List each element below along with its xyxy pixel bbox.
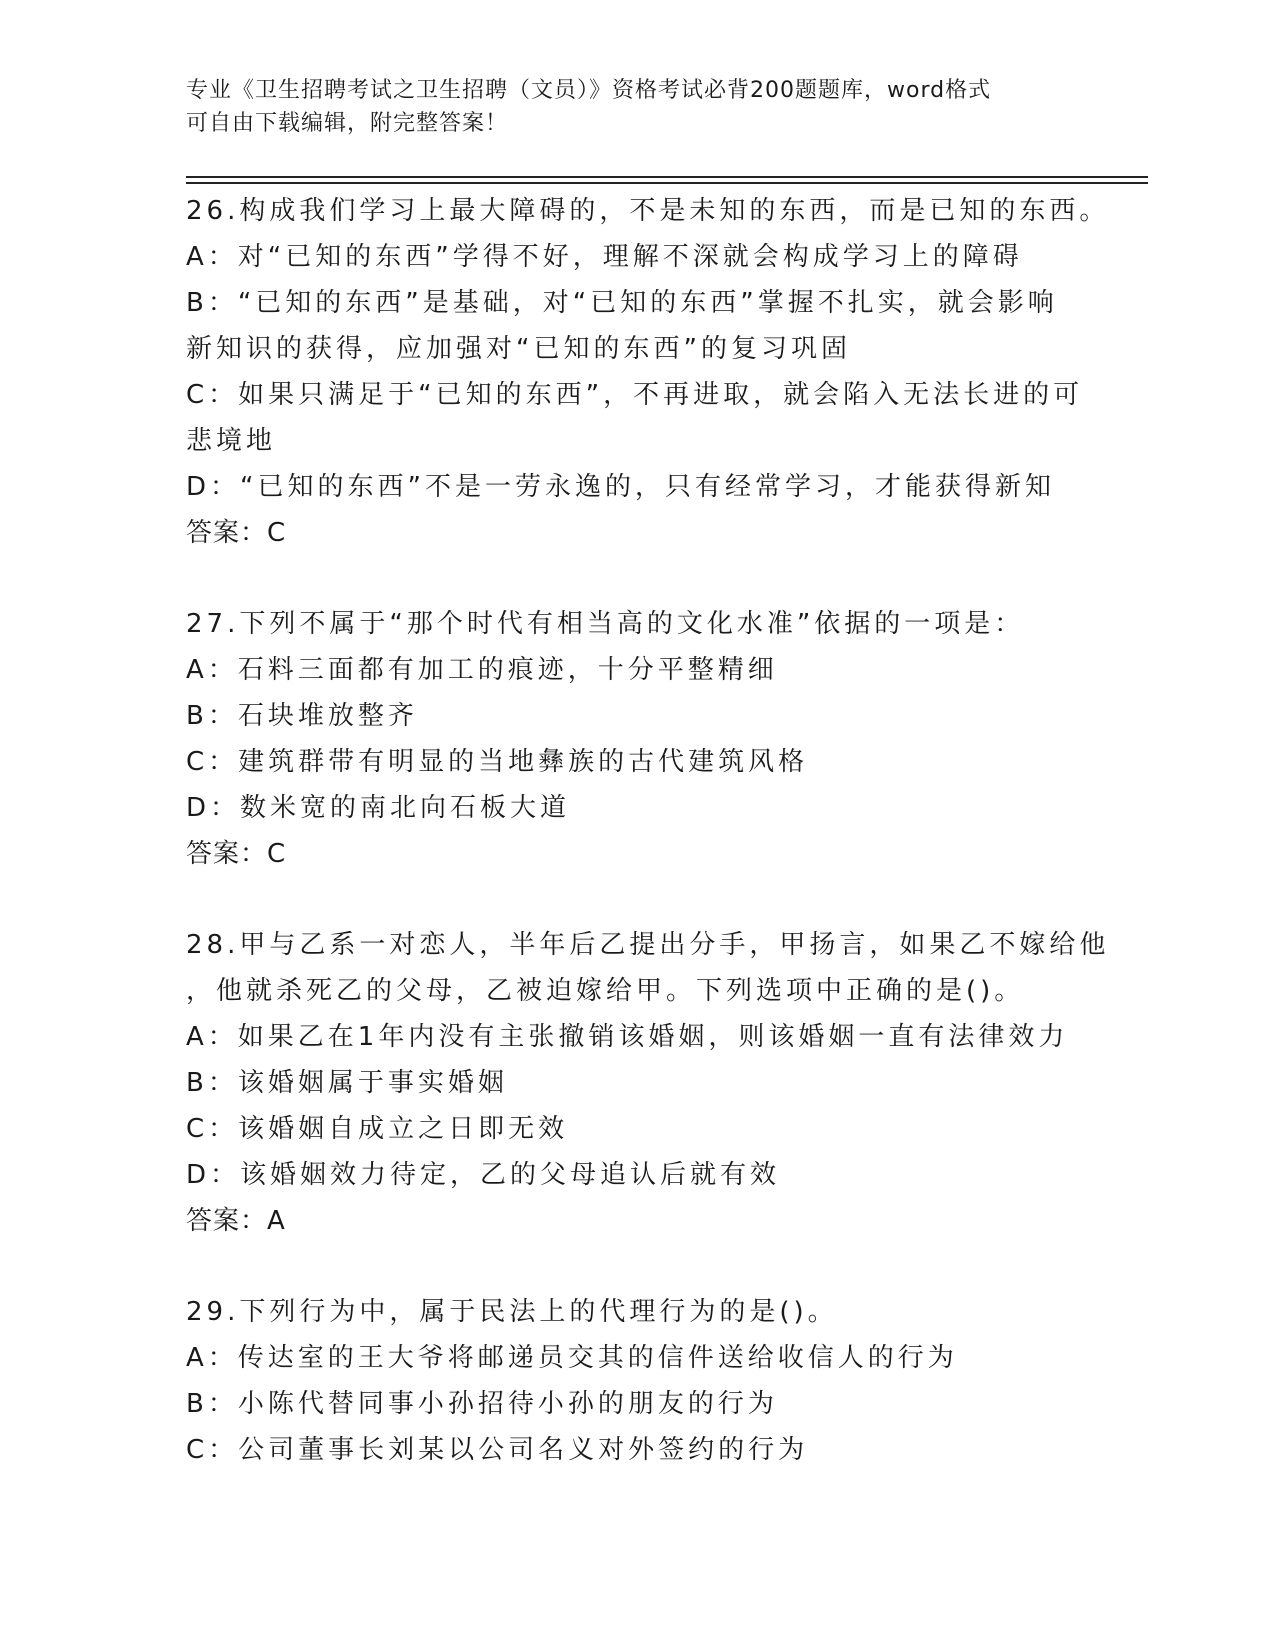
question-28-stem: 28.甲与乙系一对恋人，半年后乙提出分手，甲扬言，如果乙不嫁给他 xyxy=(186,930,1110,960)
question-28-stem-cont: ，他就杀死乙的父母，乙被迫嫁给甲。下列选项中正确的是()。 xyxy=(186,976,1025,1006)
question-27-option-b: B：石块堆放整齐 xyxy=(186,701,418,731)
header-line-2: 可自由下载编辑，附完整答案！ xyxy=(186,111,509,136)
question-26-option-b-cont: 新知识的获得，应加强对“已知的东西”的复习巩固 xyxy=(186,334,851,364)
question-28-option-d: D：该婚姻效力待定，乙的父母追认后就有效 xyxy=(186,1160,781,1190)
question-28-option-c: C：该婚姻自成立之日即无效 xyxy=(186,1114,569,1144)
question-28-answer: 答案：A xyxy=(186,1206,286,1236)
header-line-1: 专业《卫生招聘考试之卫生招聘（文员）》资格考试必背200题题库，word格式 xyxy=(186,78,992,103)
spacer xyxy=(186,1244,1086,1289)
spacer xyxy=(186,877,1086,922)
question-29 xyxy=(186,1289,1086,1473)
question-27-stem: 27.下列不属于“那个时代有相当高的文化水准”依据的一项是： xyxy=(186,609,1025,639)
question-27-option-a: A：石料三面都有加工的痕迹，十分平整精细 xyxy=(186,655,778,685)
question-26-option-d: D：“已知的东西”不是一劳永逸的，只有经常学习，才能获得新知 xyxy=(186,472,1055,502)
question-list xyxy=(186,188,1110,1473)
question-26-stem: 26.构成我们学习上最大障碍的，不是未知的东西，而是已知的东西。 xyxy=(186,196,1110,226)
question-29-option-a: A：传达室的王大爷将邮递员交其的信件送给收信人的行为 xyxy=(186,1343,958,1373)
question-28-option-b: B：该婚姻属于事实婚姻 xyxy=(186,1068,508,1098)
question-28-option-a: A：如果乙在1年内没有主张撤销该婚姻，则该婚姻一直有法律效力 xyxy=(186,1022,1069,1052)
question-26-option-c-cont: 悲境地 xyxy=(186,426,277,456)
question-27-option-c: C：建筑群带有明显的当地彝族的古代建筑风格 xyxy=(186,747,809,777)
document-header xyxy=(186,74,1066,140)
question-28 xyxy=(186,922,1110,1244)
question-26-answer: 答案：C xyxy=(186,518,287,548)
question-27-answer: 答案：C xyxy=(186,839,287,869)
spacer xyxy=(186,556,1086,601)
question-26-option-c: C：如果只满足于“已知的东西”，不再进取，就会陷入无法长进的可 xyxy=(186,380,1084,410)
header-divider-top xyxy=(186,176,1148,178)
question-29-option-c: C：公司董事长刘某以公司名义对外签约的行为 xyxy=(186,1435,809,1465)
question-26 xyxy=(186,188,1110,556)
header-divider-bottom xyxy=(186,182,1148,184)
question-26-option-b: B：“已知的东西”是基础，对“已知的东西”掌握不扎实，就会影响 xyxy=(186,288,1058,318)
question-26-option-a: A：对“已知的东西”学得不好，理解不深就会构成学习上的障碍 xyxy=(186,242,1023,272)
question-29-option-b: B：小陈代替同事小孙招待小孙的朋友的行为 xyxy=(186,1389,778,1419)
question-29-stem: 29.下列行为中，属于民法上的代理行为的是()。 xyxy=(186,1297,838,1327)
question-27-option-d: D：数米宽的南北向石板大道 xyxy=(186,793,571,823)
question-27 xyxy=(186,601,1086,877)
